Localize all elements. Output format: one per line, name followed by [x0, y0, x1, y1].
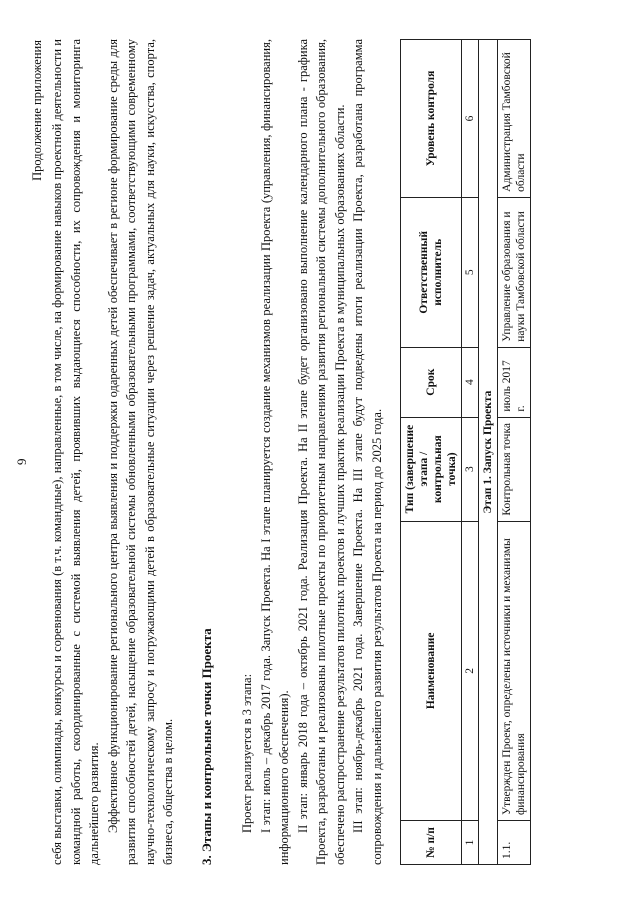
- column-number: 6: [462, 40, 479, 198]
- column-number: 4: [462, 347, 479, 417]
- column-number: 3: [462, 417, 479, 521]
- column-number: 2: [462, 521, 479, 820]
- paragraph: II этап: январь 2018 года – октябрь 2021 года. Реализация Проекта. На II этапе будет организовано выполнение календарного плана - графика Проекта, разработаны и реализованы пилотные проекты по приоритетным направлениям развития региональной системы дополнительного образования, обеспечено распространение результатов пилотных проектов и лучших практик реализации Проекта в муниципальных образованиях области.: [295, 39, 347, 865]
- table-row: [498, 40, 531, 865]
- column-number: 5: [462, 197, 479, 347]
- row-number: 1.1.: [498, 821, 531, 865]
- header-cell-control: Уровень контроля: [401, 40, 462, 198]
- row-name: Утвержден Проект, определены источники и механизмы финансирования: [498, 521, 531, 820]
- stage-label: Этап 1. Запуск Проекта: [479, 40, 498, 865]
- paragraph: III этап: ноябрь-декабрь 2021 года. Завершение Проекта. На III этапе будут подведены итоги реализации Проекта, разработана программа сопровождения и дальнейшего развития результатов Проекта на период до 2025 года.: [351, 39, 384, 865]
- row-deadline: июль 2017 г.: [498, 347, 531, 417]
- row-responsible: Управление образования и науки Тамбовской области: [498, 197, 531, 347]
- header-cell-number: № п/п: [401, 821, 462, 865]
- header-cell-deadline: Срок: [401, 347, 462, 417]
- paragraph: себя выставки, олимпиады, конкурсы и соревнования (в т.ч. командные), направленные, в том числе, на формирование навыков проектной деятельности и командной работы, скоординированные с системой выявления детей, проявивших выдающиеся способности, их сопровождения и мониторинга дальнейшего развития.: [50, 39, 101, 865]
- row-type: Контрольная точка: [498, 417, 531, 521]
- paragraph: I этап: июль – декабрь 2017 года. Запуск Проекта. На I этапе планируется создание механизмов реализации Проекта (управления, финансирования, информационного обеспечения).: [258, 39, 291, 865]
- paragraph: Эффективное функционирование регионального центра выявления и поддержки одаренных детей обеспечивает в регионе формирование среды для развития способностей детей, насыщение образовательной системы обновленными образовательными программами, соответствующими современному научно-технологическому запросу и погружающими детей в образовательные ситуации через решение задач, актуальных для науки, искусства, спорта, бизнеса, общества в целом.: [105, 39, 175, 865]
- header-cell-responsible: Ответственный исполнитель: [401, 197, 462, 347]
- control-points-table: [400, 39, 531, 865]
- paragraph: Проект реализуется в 3 этапа:: [240, 673, 254, 833]
- header-cell-type: Тип (завершение этапа / контрольная точка): [401, 417, 462, 521]
- page-number: 9: [14, 458, 29, 465]
- row-control: Администрация Тамбовской области: [498, 40, 531, 198]
- column-number: 1: [462, 821, 479, 865]
- column-number-row: [462, 40, 479, 865]
- continuation-label: Продолжение приложения: [30, 40, 44, 181]
- stage-row: [479, 40, 498, 865]
- header-cell-name: Наименование: [401, 521, 462, 820]
- table-header-row: [401, 40, 462, 865]
- section-title: 3. Этапы и контрольные точки Проекта: [198, 628, 214, 865]
- document-body: [48, 39, 531, 865]
